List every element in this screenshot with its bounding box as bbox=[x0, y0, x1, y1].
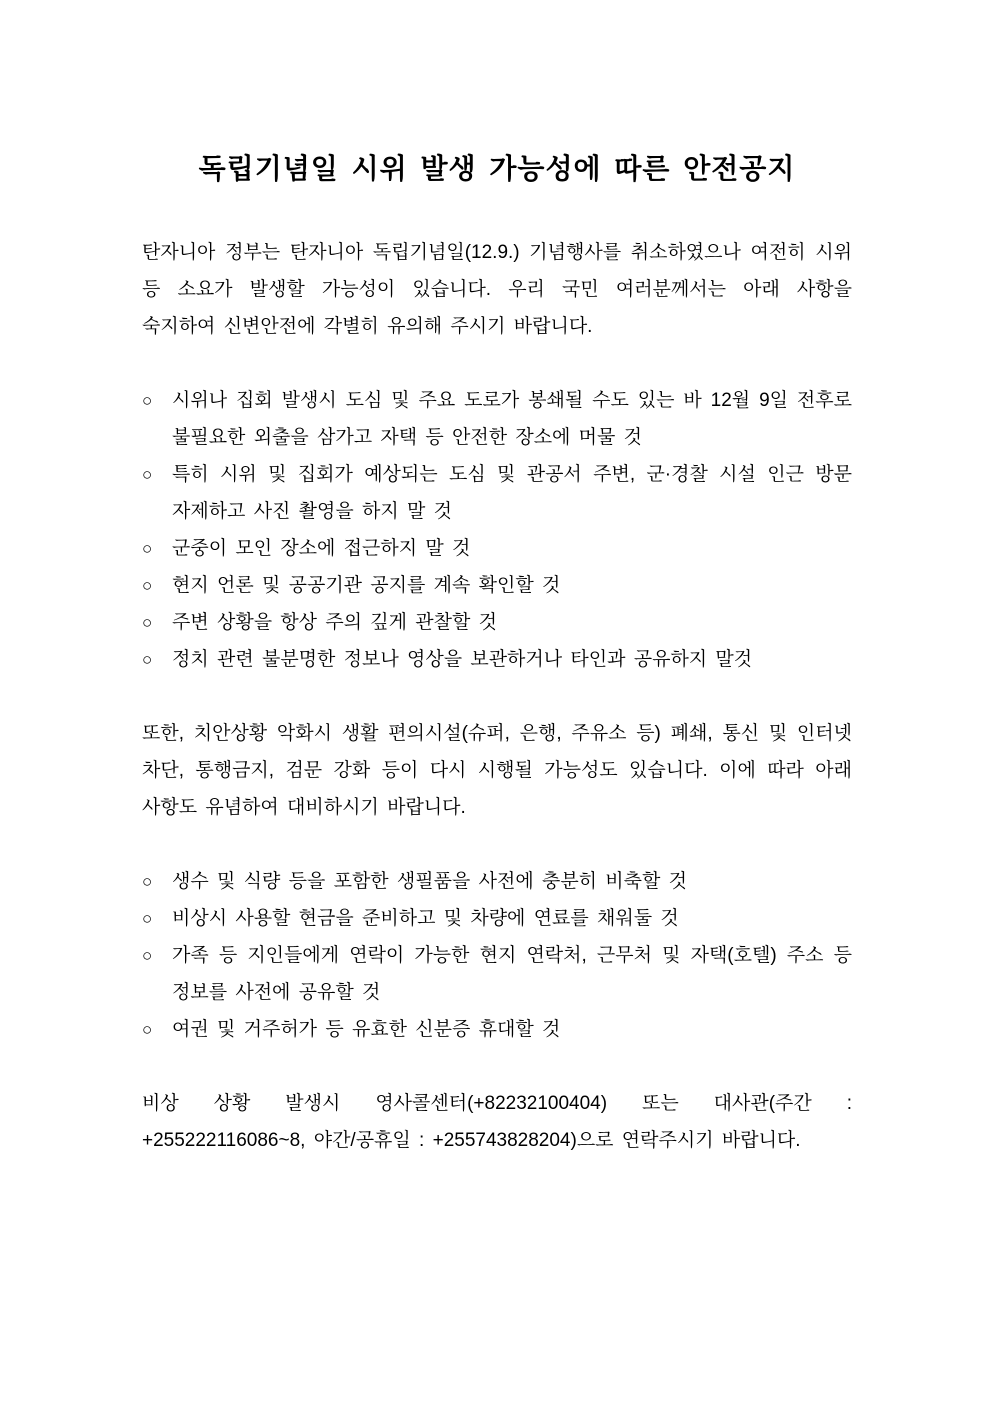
list-item-text: 비상시 사용할 현금을 준비하고 및 차량에 연료를 채워둘 것 bbox=[172, 908, 679, 929]
bullet-circle-icon: ○ bbox=[142, 391, 153, 410]
list-item-text: 현지 언론 및 공공기관 공지를 계속 확인할 것 bbox=[172, 575, 561, 596]
list-item bbox=[142, 863, 852, 900]
intro-paragraph: 탄자니아 정부는 탄자니아 독립기념일(12.9.) 기념행사를 취소하였으나 여전히 시위 등 소요가 발생할 가능성이 있습니다. 우리 국민 여러분께서는 아래 사항을 숙지하여 신변안전에 각별히 유의해 주시기 바랍니다. bbox=[142, 242, 852, 337]
list-item-text: 시위나 집회 발생시 도심 및 주요 도로가 봉쇄될 수도 있는 바 12월 9일 전후로 불필요한 외출을 삼가고 자택 등 안전한 장소에 머물 것 bbox=[172, 390, 852, 448]
list-item-text: 가족 등 지인들에게 연락이 가능한 현지 연락처, 근무처 및 자택(호텔) 주소 등 정보를 사전에 공유할 것 bbox=[172, 945, 852, 1003]
list-item-text: 주변 상황을 항상 주의 깊게 관찰할 것 bbox=[172, 612, 497, 633]
bullet-circle-icon: ○ bbox=[142, 650, 153, 669]
bullet-circle-icon: ○ bbox=[142, 613, 153, 632]
list-item-text: 생수 및 식량 등을 포함한 생필품을 사전에 충분히 비축할 것 bbox=[172, 871, 688, 892]
list-item bbox=[142, 530, 852, 567]
bullet-circle-icon: ○ bbox=[142, 909, 153, 928]
page-title: 독립기념일 시위 발생 가능성에 따른 안전공지 bbox=[198, 153, 796, 184]
list-item-text: 군중이 모인 장소에 접근하지 말 것 bbox=[172, 538, 471, 559]
list-item-text: 정치 관련 불분명한 정보나 영상을 보관하거나 타인과 공유하지 말것 bbox=[172, 649, 753, 670]
safety-instructions-list bbox=[142, 382, 852, 678]
bullet-circle-icon: ○ bbox=[142, 946, 153, 965]
list-item-text: 특히 시위 및 집회가 예상되는 도심 및 관공서 주변, 군·경찰 시설 인근 방문 자제하고 사진 촬영을 하지 말 것 bbox=[172, 464, 852, 522]
list-item bbox=[142, 604, 852, 641]
list-item bbox=[142, 382, 852, 456]
bullet-circle-icon: ○ bbox=[142, 465, 153, 484]
list-item bbox=[142, 641, 852, 678]
list-item bbox=[142, 567, 852, 604]
bullet-circle-icon: ○ bbox=[142, 576, 153, 595]
list-item bbox=[142, 937, 852, 1011]
bullet-circle-icon: ○ bbox=[142, 1020, 153, 1039]
second-paragraph: 또한, 치안상황 악화시 생활 편의시설(슈퍼, 은행, 주유소 등) 폐쇄, 통신 및 인터넷 차단, 통행금지, 검문 강화 등이 다시 시행될 가능성도 있습니다. 이에 따라 아래 사항도 유념하여 대비하시기 바랍니다. bbox=[142, 723, 852, 818]
list-item bbox=[142, 1011, 852, 1048]
list-item bbox=[142, 456, 852, 530]
list-item bbox=[142, 900, 852, 937]
contact-paragraph: 비상 상황 발생시 영사콜센터(+82232100404) 또는 대사관(주간 : +255222116086~8, 야간/공휴일 : +255743828204)으로 연락주시기 바랍니다. bbox=[142, 1093, 852, 1151]
bullet-circle-icon: ○ bbox=[142, 872, 153, 891]
bullet-circle-icon: ○ bbox=[142, 539, 153, 558]
preparation-list bbox=[142, 863, 852, 1048]
list-item-text: 여권 및 거주허가 등 유효한 신분증 휴대할 것 bbox=[172, 1019, 561, 1040]
